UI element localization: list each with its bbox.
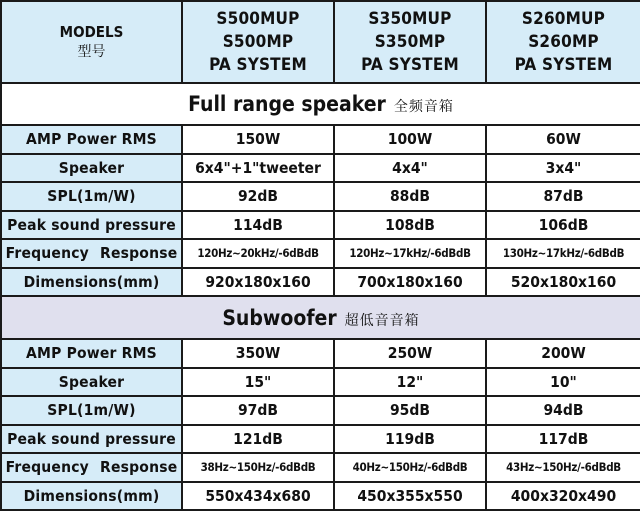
- section-title-cn: 全频音箱: [393, 99, 454, 115]
- spec-label: Speaker: [1, 368, 182, 397]
- spec-value: 94dB: [486, 396, 640, 425]
- spec-value: 38Hz~150Hz/-6dBdB: [182, 453, 334, 482]
- subwoofer-rows: [1, 339, 640, 510]
- spec-value: 450x355x550: [334, 482, 486, 511]
- model-name: S260MUP: [521, 8, 606, 29]
- spec-value: 120Hz~20kHz/-6dBdB: [182, 239, 334, 268]
- table-row: [1, 182, 640, 211]
- spec-value: 350W: [182, 339, 334, 368]
- section-title-cell: [1, 296, 640, 339]
- spec-label: Dimensions(mm): [1, 268, 182, 297]
- spec-value: 106dB: [486, 211, 640, 240]
- section-title-cell: [1, 83, 640, 125]
- spec-value: 15": [182, 368, 334, 397]
- spec-value: 114dB: [182, 211, 334, 240]
- spec-value: 4x4": [334, 154, 486, 183]
- spec-value: 400x320x490: [486, 482, 640, 511]
- section-title: Full range speaker: [188, 92, 386, 116]
- spec-value: 43Hz~150Hz/-6dBdB: [486, 453, 640, 482]
- spec-label: SPL(1m/W): [1, 396, 182, 425]
- spec-value: 60W: [486, 125, 640, 154]
- spec-value: 121dB: [182, 425, 334, 454]
- spec-value: 700x180x160: [334, 268, 486, 297]
- model-column-header: [182, 1, 334, 83]
- spec-value: 40Hz~150Hz/-6dBdB: [334, 453, 486, 482]
- spec-value: 6x4"+1"tweeter: [182, 154, 334, 183]
- table-row: [1, 482, 640, 511]
- spec-value: 87dB: [486, 182, 640, 211]
- table-row: [1, 453, 640, 482]
- model-system: PA SYSTEM: [514, 54, 613, 75]
- spec-label: Peak sound pressure: [1, 425, 182, 454]
- spec-value: 92dB: [182, 182, 334, 211]
- spec-value: 88dB: [334, 182, 486, 211]
- spec-value: 97dB: [182, 396, 334, 425]
- spec-value: 10": [486, 368, 640, 397]
- spec-label: Frequency Response: [1, 239, 182, 268]
- table-row: [1, 239, 640, 268]
- section-header-full-range: [1, 83, 640, 125]
- table-row: [1, 339, 640, 368]
- spec-value: 100W: [334, 125, 486, 154]
- spec-value: 117dB: [486, 425, 640, 454]
- spec-value: 520x180x160: [486, 268, 640, 297]
- spec-value: 130Hz~17kHz/-6dBdB: [486, 239, 640, 268]
- header-row: [1, 1, 640, 83]
- spec-label: SPL(1m/W): [1, 182, 182, 211]
- table-row: [1, 268, 640, 297]
- model-name: S350MUP: [368, 8, 452, 29]
- table-row: [1, 125, 640, 154]
- spec-value: 250W: [334, 339, 486, 368]
- spec-label: AMP Power RMS: [1, 125, 182, 154]
- model-column-header: [334, 1, 486, 83]
- spec-label: Peak sound pressure: [1, 211, 182, 240]
- models-label: MODELS: [59, 23, 124, 41]
- section-title-cn: 超低音音箱: [344, 312, 420, 329]
- spec-value: 119dB: [334, 425, 486, 454]
- spec-value: 150W: [182, 125, 334, 154]
- spec-value: 95dB: [334, 396, 486, 425]
- models-header-cell: [1, 1, 182, 83]
- spec-value: 108dB: [334, 211, 486, 240]
- spec-value: 200W: [486, 339, 640, 368]
- spec-value: 550x434x680: [182, 482, 334, 511]
- spec-value: 12": [334, 368, 486, 397]
- full-range-rows: [1, 125, 640, 296]
- model-name: S500MP: [222, 31, 294, 52]
- spec-label: Frequency Response: [1, 453, 182, 482]
- section-header-subwoofer: [1, 296, 640, 339]
- table-row: [1, 154, 640, 183]
- table-row: [1, 211, 640, 240]
- table-row: [1, 396, 640, 425]
- spec-label: Dimensions(mm): [1, 482, 182, 511]
- model-name: S260MP: [528, 31, 599, 52]
- table-row: [1, 368, 640, 397]
- spec-label: Speaker: [1, 154, 182, 183]
- model-system: PA SYSTEM: [361, 54, 459, 75]
- model-name: S350MP: [374, 31, 446, 52]
- table-row: [1, 425, 640, 454]
- section-title: Subwoofer: [222, 305, 337, 330]
- spec-value: 920x180x160: [182, 268, 334, 297]
- spec-value: 120Hz~17kHz/-6dBdB: [334, 239, 486, 268]
- model-column-header: [486, 1, 640, 83]
- model-name: S500MUP: [216, 8, 300, 29]
- spec-value: 3x4": [486, 154, 640, 183]
- spec-label: AMP Power RMS: [1, 339, 182, 368]
- models-label-cn: 型号: [77, 44, 106, 60]
- model-system: PA SYSTEM: [209, 54, 307, 75]
